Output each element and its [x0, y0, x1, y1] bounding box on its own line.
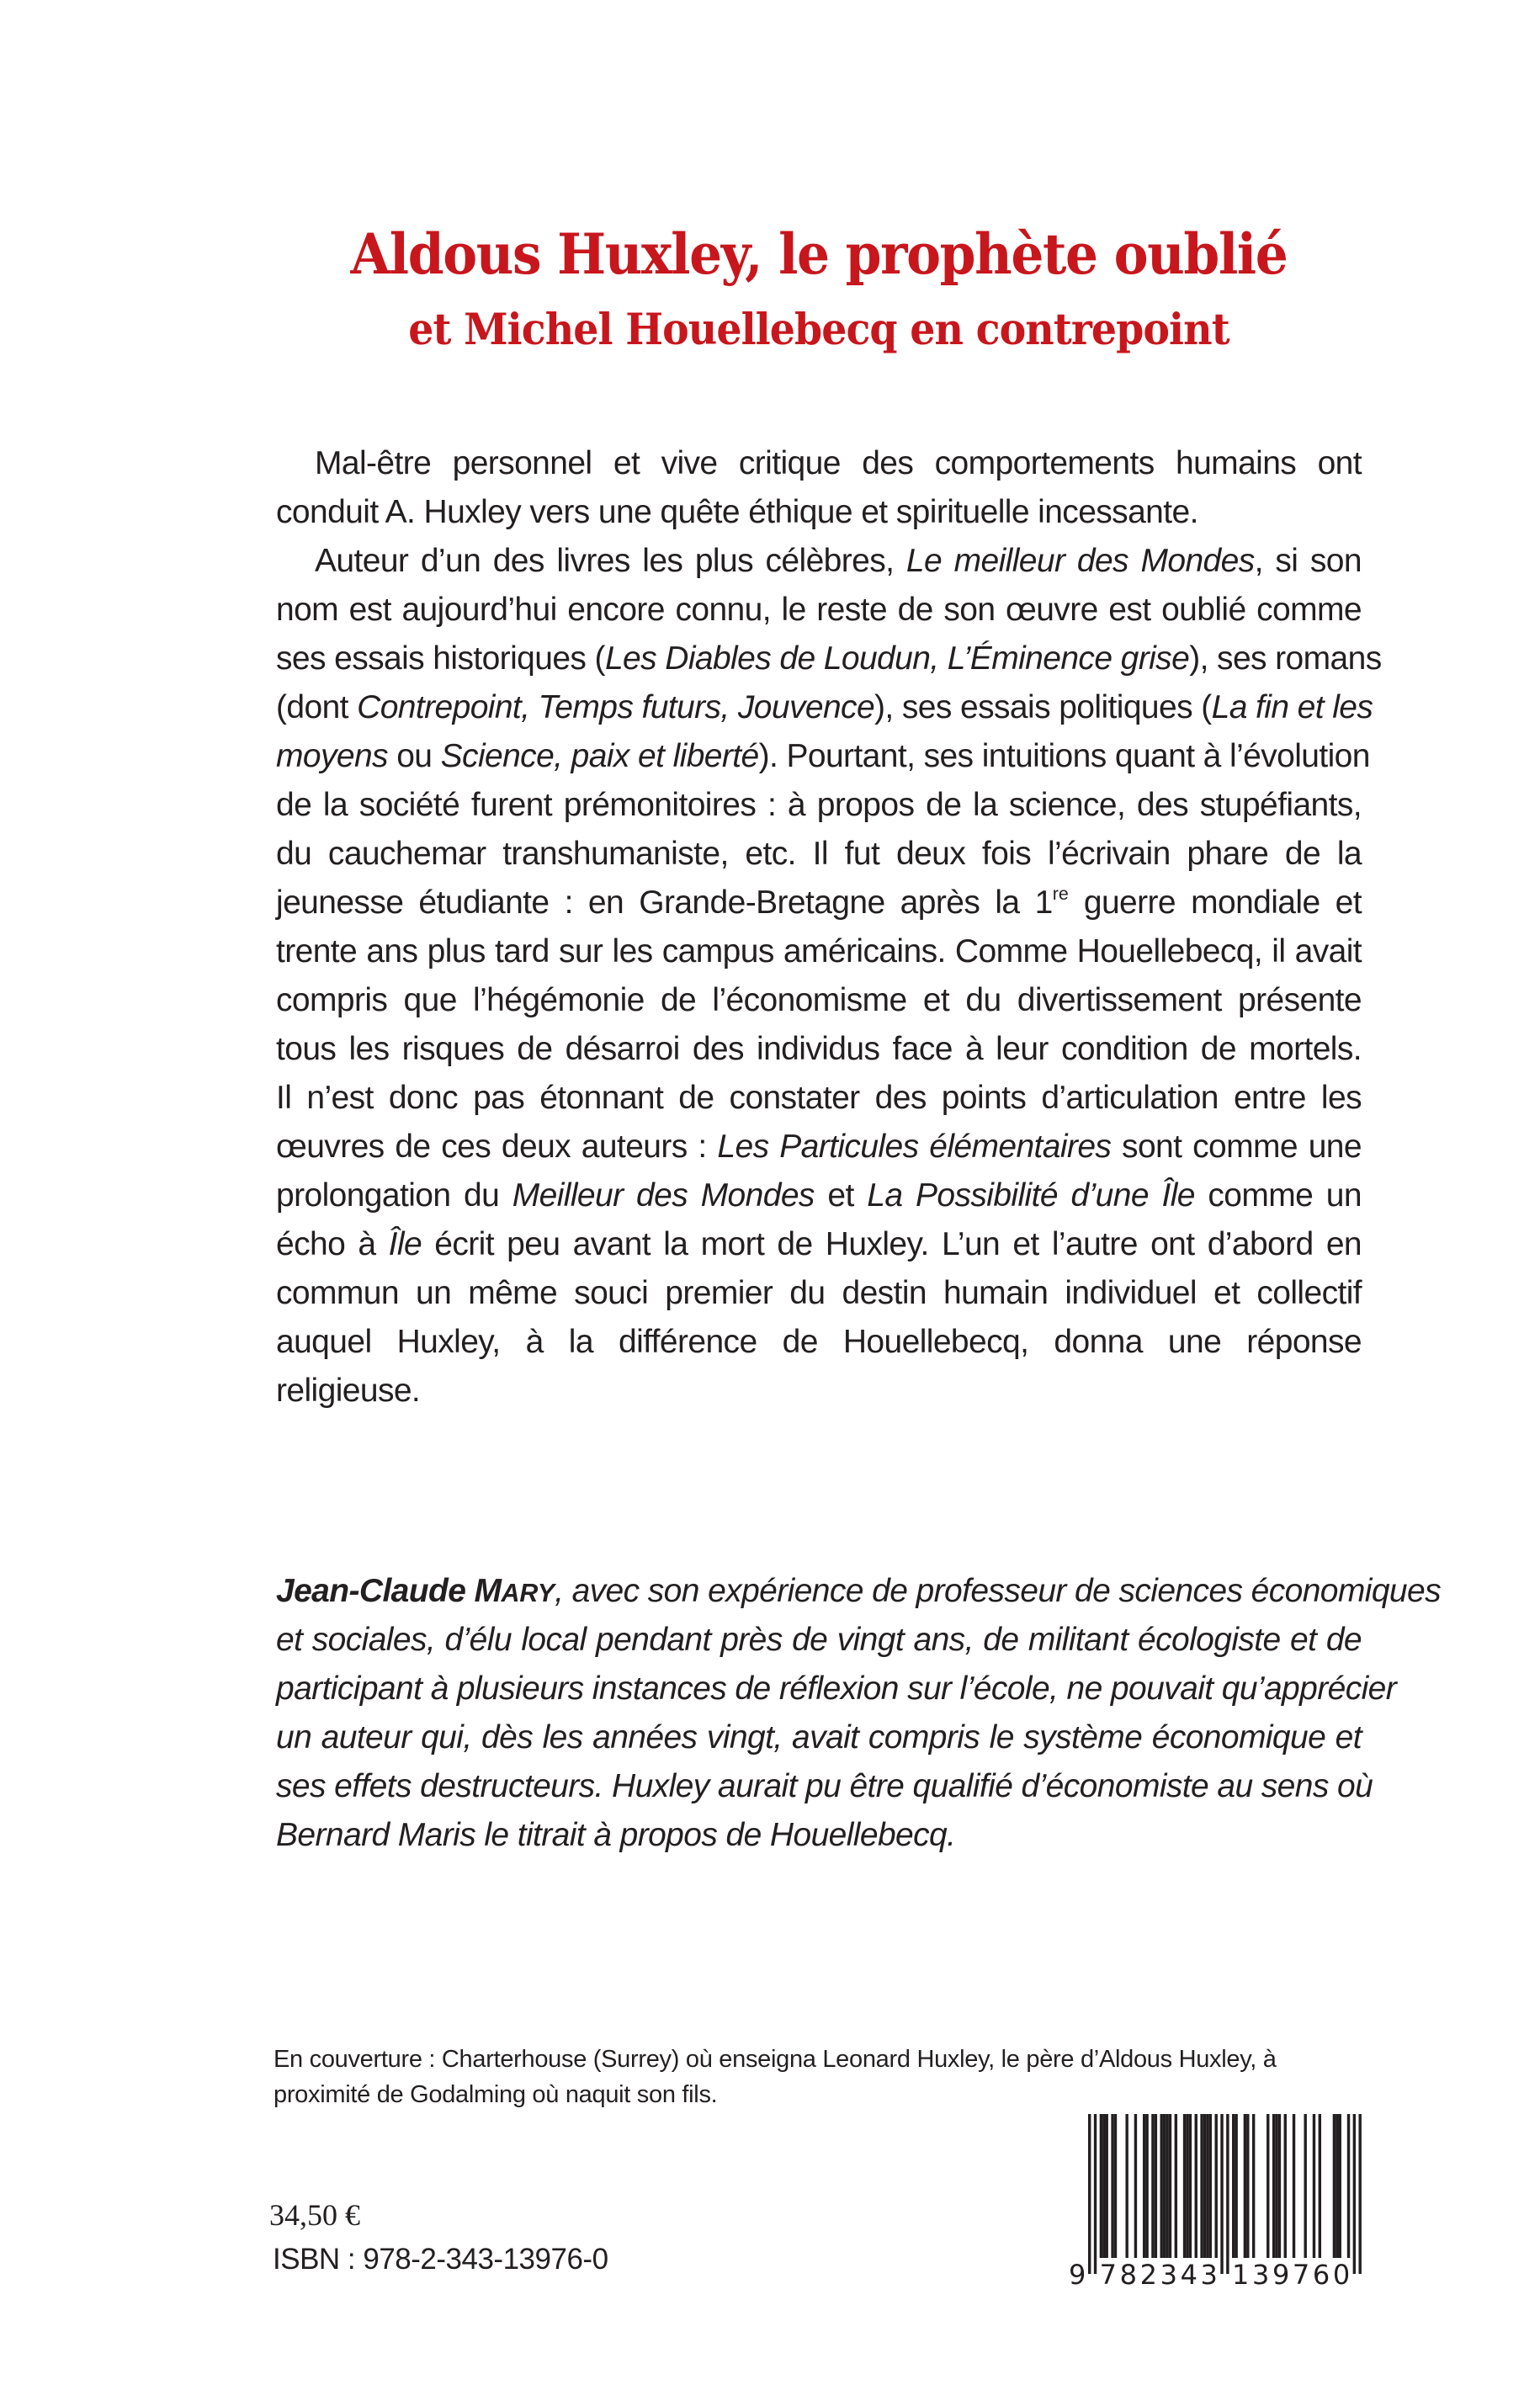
summary-line: [276, 1074, 1362, 1123]
text-run: écho à: [276, 1226, 389, 1262]
text-run: sont comme une: [1111, 1129, 1362, 1165]
summary-line: [276, 586, 1362, 635]
barcode-svg: [1062, 2114, 1373, 2291]
italic-title: La fin et les: [1211, 689, 1373, 725]
text-run: et sociales, d’élu local pendant près de vingt ans, de militant écologiste et de: [276, 1622, 1362, 1658]
text-run: ). Pourtant, ses intuitions quant à l’évolution: [758, 738, 1370, 774]
text-run: et: [814, 1177, 868, 1214]
text-run: conduit A. Huxley vers une quête éthique et spirituelle incessante.: [276, 494, 1198, 530]
isbn: ISBN : 978-2-343-13976-0: [273, 2243, 608, 2276]
text-run: Auteur d’un des livres les plus célèbres,: [315, 543, 906, 579]
summary-line: [276, 537, 1362, 586]
price: 34,50 €: [269, 2198, 360, 2232]
cover-credit-line-2: proximité de Godalming où naquit son fils.: [273, 2081, 718, 2108]
text-run: ou: [387, 738, 441, 774]
italic-title: Les Diables de Loudun, L’Éminence grise: [604, 640, 1190, 677]
text-run: (dont: [276, 689, 358, 725]
text-run: auquel Huxley, à la différence de Houellebecq, donna une réponse: [276, 1324, 1362, 1360]
summary-line: [276, 927, 1362, 976]
text-run: ), ses romans: [1189, 640, 1382, 677]
summary-line: [276, 1269, 1362, 1318]
book-title: Aldous Huxley, le prophète oublié: [350, 221, 1288, 287]
bio-line: [276, 1616, 1362, 1665]
text-run: un auteur qui, dès les années vingt, avait compris le système économique et: [276, 1719, 1362, 1756]
summary-line: [276, 488, 1362, 537]
text-run: jeunesse étudiante : en Grande-Bretagne après la 1: [276, 884, 1053, 921]
text-run: compris que l’hégémonie de l’économisme et du divertissement présente: [276, 982, 1362, 1018]
italic-title: Contrepoint, Temps futurs, Jouvence: [357, 689, 875, 725]
summary-line: [276, 732, 1370, 781]
bio-line: [276, 1567, 1441, 1616]
text-run: , avec son expérience de professeur de sciences économiques: [555, 1573, 1441, 1609]
text-run: de la société furent prémonitoires : à propos de la science, des stupéfiants,: [276, 787, 1362, 823]
text-run: Il n’est donc pas étonnant de constater des points d’articulation entre les: [276, 1080, 1362, 1116]
italic-title: Meilleur des Mondes: [512, 1177, 815, 1214]
svg-text:9: 9: [1069, 2259, 1086, 2291]
summary-line: [276, 781, 1362, 830]
italic-title: Le meilleur des Mondes: [905, 543, 1255, 579]
italic-title: Science, paix et liberté: [440, 738, 759, 774]
text-run: comme un: [1194, 1177, 1362, 1214]
text-run: ses essais historiques (: [276, 640, 605, 677]
bio-line: [276, 1811, 1362, 1860]
text-run: guerre mondiale et: [1068, 884, 1362, 921]
bio-line: [276, 1665, 1397, 1713]
text-run: œuvres de ces deux auteurs :: [276, 1129, 718, 1165]
summary-line: [276, 439, 1362, 488]
italic-title: Les Particules élémentaires: [717, 1129, 1112, 1165]
svg-text:782343: 782343: [1099, 2259, 1218, 2291]
svg-text:139760: 139760: [1232, 2259, 1351, 2291]
book-subtitle: et Michel Houellebecq en contrepoint: [408, 305, 1229, 355]
summary-text: [276, 439, 1382, 1416]
summary-line: [276, 1220, 1362, 1269]
summary-line: [276, 635, 1382, 683]
text-run: participant à plusieurs instances de réflexion sur l’école, ne pouvait qu’apprécier: [276, 1671, 1397, 1707]
cover-credit-line-1: En couverture : Charterhouse (Surrey) où enseigna Leonard Huxley, le père d’Aldous Huxley, à: [273, 2046, 1277, 2073]
bio-line: [276, 1762, 1373, 1811]
summary-line: [276, 1123, 1362, 1171]
summary-line: [276, 1367, 1362, 1416]
ordinal-superscript: re: [1052, 883, 1069, 904]
author-name: Jean-Claude M: [276, 1573, 502, 1609]
summary-line: [276, 976, 1362, 1025]
summary-line: [276, 683, 1373, 732]
summary-line: [276, 830, 1362, 879]
cover-credit: [273, 2042, 1367, 2112]
text-run: trente ans plus tard sur les campus américains. Comme Houellebecq, il avait: [276, 933, 1362, 969]
text-run: religieuse.: [276, 1373, 421, 1409]
summary-line: [276, 879, 1362, 927]
bio-line: [276, 1713, 1362, 1762]
text-run: prolongation du: [276, 1177, 512, 1214]
author-bio: [276, 1567, 1441, 1860]
italic-title: Île: [388, 1226, 422, 1262]
text-run: Bernard Maris le titrait à propos de Houellebecq.: [276, 1817, 956, 1853]
italic-title: moyens: [276, 738, 388, 774]
text-run: , si son: [1254, 543, 1362, 579]
text-run: Mal-être personnel et vive critique des comportements humains ont: [315, 445, 1362, 481]
text-run: ses effets destructeurs. Huxley aurait pu être qualifié d’économiste au sens où: [276, 1768, 1373, 1804]
italic-title: La Possibilité d’une Île: [867, 1177, 1195, 1214]
text-run: nom est aujourd’hui encore connu, le reste de son œuvre est oublié comme: [276, 592, 1362, 628]
summary-line: [276, 1025, 1362, 1074]
summary-line: [276, 1318, 1362, 1367]
author-name-smallcaps: ARY: [501, 1579, 555, 1607]
barcode-icon: [1062, 2114, 1373, 2291]
text-run: écrit peu avant la mort de Huxley. L’un et l’autre ont d’abord en: [422, 1226, 1362, 1262]
text-run: tous les risques de désarroi des individus face à leur condition de mortels.: [276, 1031, 1362, 1067]
text-run: ), ses essais politiques (: [874, 689, 1212, 725]
summary-line: [276, 1171, 1362, 1220]
text-run: du cauchemar transhumaniste, etc. Il fut deux fois l’écrivain phare de la: [276, 836, 1362, 872]
text-run: commun un même souci premier du destin humain individuel et collectif: [276, 1275, 1362, 1311]
